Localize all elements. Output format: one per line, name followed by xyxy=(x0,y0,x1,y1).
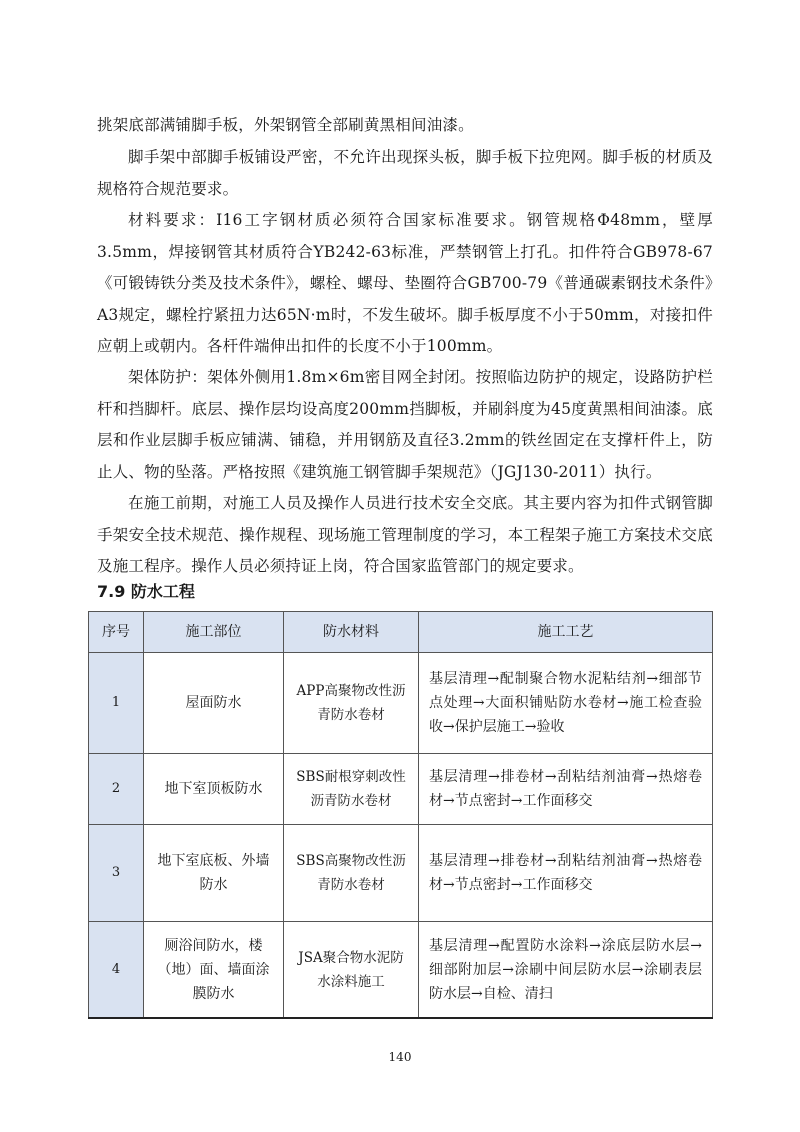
table-row xyxy=(89,653,713,754)
table-row xyxy=(89,754,713,825)
paragraph-2: 脚手架中部脚手板铺设严密，不允许出现探头板，脚手板下拉兜网。脚手板的材质及规格符合规范要求。 xyxy=(97,148,713,198)
paragraph-3: 材料要求：I16工字钢材质必须符合国家标准要求。钢管规格Φ48mm，壁厚3.5mm，焊接钢管其材质符合YB242-63标准，严禁钢管上打孔。扣件符合GB978-67《可锻铸铁分类及技术条件》，螺栓、螺母、垫圈符合GB700-79《普通碳素钢技术条件》A3规定，螺栓拧紧扭力达65N·m时，不发生破坏。脚手板厚度不小于50mm，对接扣件应朝上或朝内。各杆件端伸出扣件的长度不小于100mm。 xyxy=(97,211,713,355)
row-no: 4 xyxy=(89,922,144,1019)
header-location: 施工部位 xyxy=(144,612,284,653)
table-row xyxy=(89,825,713,922)
row-no: 2 xyxy=(89,754,144,825)
table-row xyxy=(89,922,713,1019)
row-material: APP高聚物改性沥青防水卷材 xyxy=(284,653,419,754)
row-process: 基层清理→排卷材→刮粘结剂油膏→热熔卷材→节点密封→工作面移交 xyxy=(419,754,713,825)
header-process: 施工工艺 xyxy=(419,612,713,653)
header-material: 防水材料 xyxy=(284,612,419,653)
paragraph-1: 挑架底部满铺脚手板，外架钢管全部刷黄黑相间油漆。 xyxy=(97,116,474,134)
row-location: 厕浴间防水，楼（地）面、墙面涂膜防水 xyxy=(144,922,284,1019)
row-location: 地下室顶板防水 xyxy=(144,754,284,825)
table-header-row xyxy=(89,612,713,653)
row-process: 基层清理→配制聚合物水泥粘结剂→细部节点处理→大面积铺贴防水卷材→施工检查验收→保护层施工→验收 xyxy=(419,653,713,754)
paragraph-4: 架体防护：架体外侧用1.8m×6m密目网全封闭。按照临边防护的规定，设路防护栏杆和挡脚杆。底层、操作层均设高度200mm挡脚板，并刷斜度为45度黄黑相间油漆。底层和作业层脚手板应铺满、铺稳，并用钢筋及直径3.2mm的铁丝固定在支撑杆件上，防止人、物的坠落。严格按照《建筑施工钢管脚手架规范》（JGJ130-2011）执行。 xyxy=(97,368,713,481)
section-title: 7.9 防水工程 xyxy=(97,582,195,601)
row-location: 屋面防水 xyxy=(144,653,284,754)
row-no: 1 xyxy=(89,653,144,754)
page-number: 140 xyxy=(388,1050,412,1064)
row-process: 基层清理→配置防水涂料→涂底层防水层→细部附加层→涂刷中间层防水层→涂刷表层防水层→自检、清扫 xyxy=(419,922,713,1019)
paragraph-5: 在施工前期，对施工人员及操作人员进行技术安全交底。其主要内容为扣件式钢管脚手架安全技术规范、操作规程、现场施工管理制度的学习，本工程架子施工方案技术交底及施工程序。操作人员必须持证上岗，符合国家监管部门的规定要求。 xyxy=(97,494,713,575)
row-process: 基层清理→排卷材→刮粘结剂油膏→热熔卷材→节点密封→工作面移交 xyxy=(419,825,713,922)
row-material: JSA聚合物水泥防水涂料施工 xyxy=(284,922,419,1019)
row-material: SBS耐根穿刺改性沥青防水卷材 xyxy=(284,754,419,825)
waterproofing-table xyxy=(88,611,713,1019)
header-no: 序号 xyxy=(89,612,144,653)
row-material: SBS高聚物改性沥青防水卷材 xyxy=(284,825,419,922)
row-location: 地下室底板、外墙防水 xyxy=(144,825,284,922)
row-no: 3 xyxy=(89,825,144,922)
